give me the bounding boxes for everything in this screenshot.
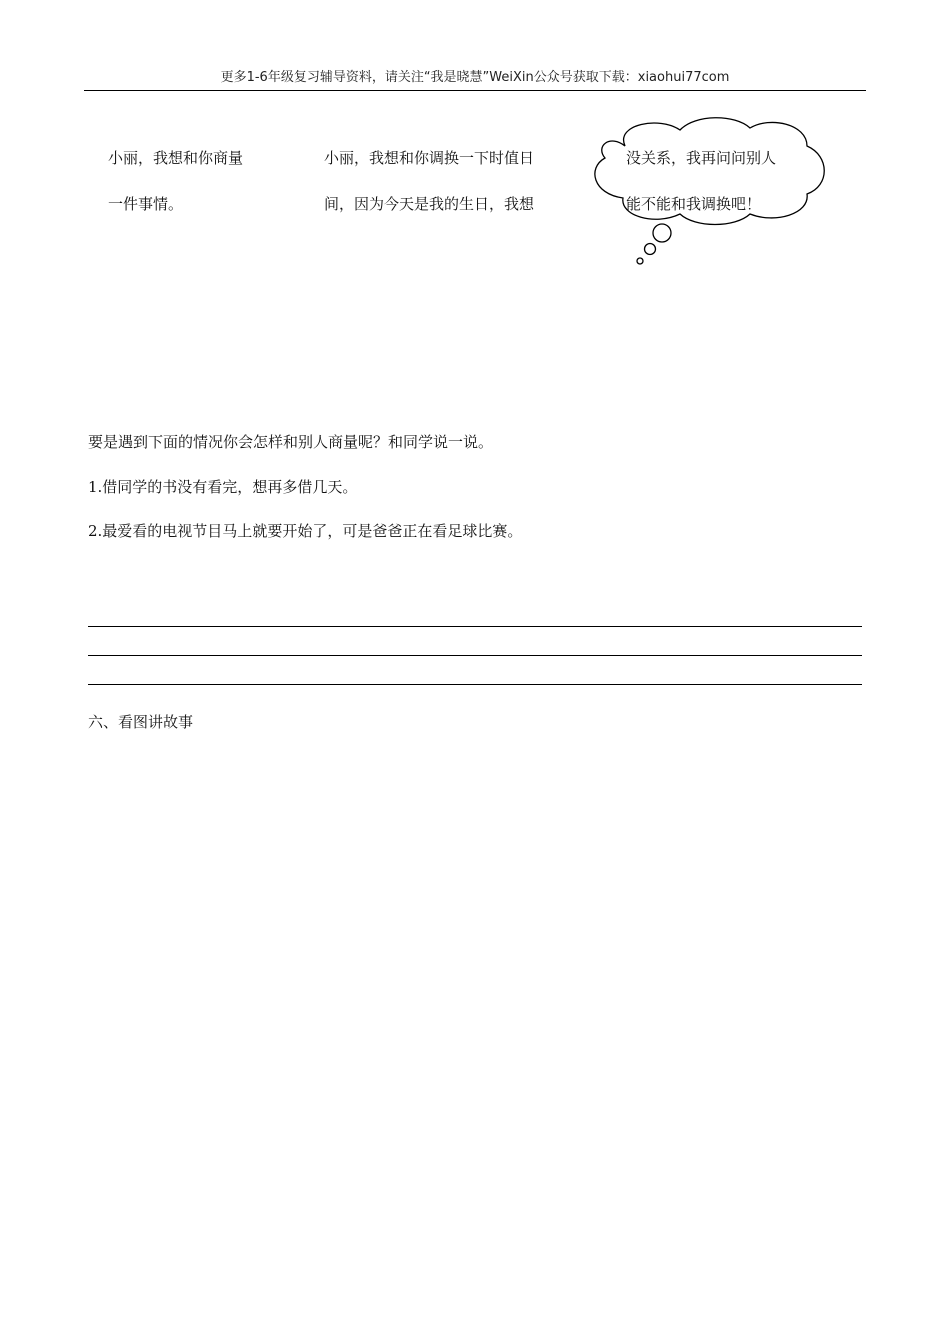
exercise-item-2: 2.最爱看的电视节目马上就要开始了，可是爸爸正在看足球比赛。 bbox=[88, 522, 523, 540]
thought-cloud-icon bbox=[585, 116, 830, 266]
thought-line-2: 能不能和我调换吧！ bbox=[626, 195, 762, 213]
header-rule bbox=[84, 90, 866, 91]
answer-line-2[interactable] bbox=[88, 655, 862, 656]
speech-2-line-1: 小丽，我想和你调换一下时值日 bbox=[324, 149, 535, 167]
thought-line-1: 没关系，我再问问别人 bbox=[626, 149, 777, 167]
exercise-item-1: 1.借同学的书没有看完，想再多借几天。 bbox=[88, 478, 358, 496]
speech-1-line-2: 一件事情。 bbox=[108, 195, 184, 213]
header-text: 更多1-6年级复习辅导资料，请关注“我是晓慧”WeiXin公众号获取下载：xiaohui77com bbox=[220, 70, 730, 85]
exercise-prompt: 要是遇到下面的情况你会怎样和别人商量呢？和同学说一说。 bbox=[88, 433, 494, 451]
speech-2-line-2: 间，因为今天是我的生日，我想 bbox=[324, 195, 535, 213]
section-6-title: 六、看图讲故事 bbox=[88, 713, 194, 731]
speech-1-line-1: 小丽，我想和你商量 bbox=[108, 149, 244, 167]
answer-line-1[interactable] bbox=[88, 626, 862, 627]
answer-line-3[interactable] bbox=[88, 684, 862, 685]
